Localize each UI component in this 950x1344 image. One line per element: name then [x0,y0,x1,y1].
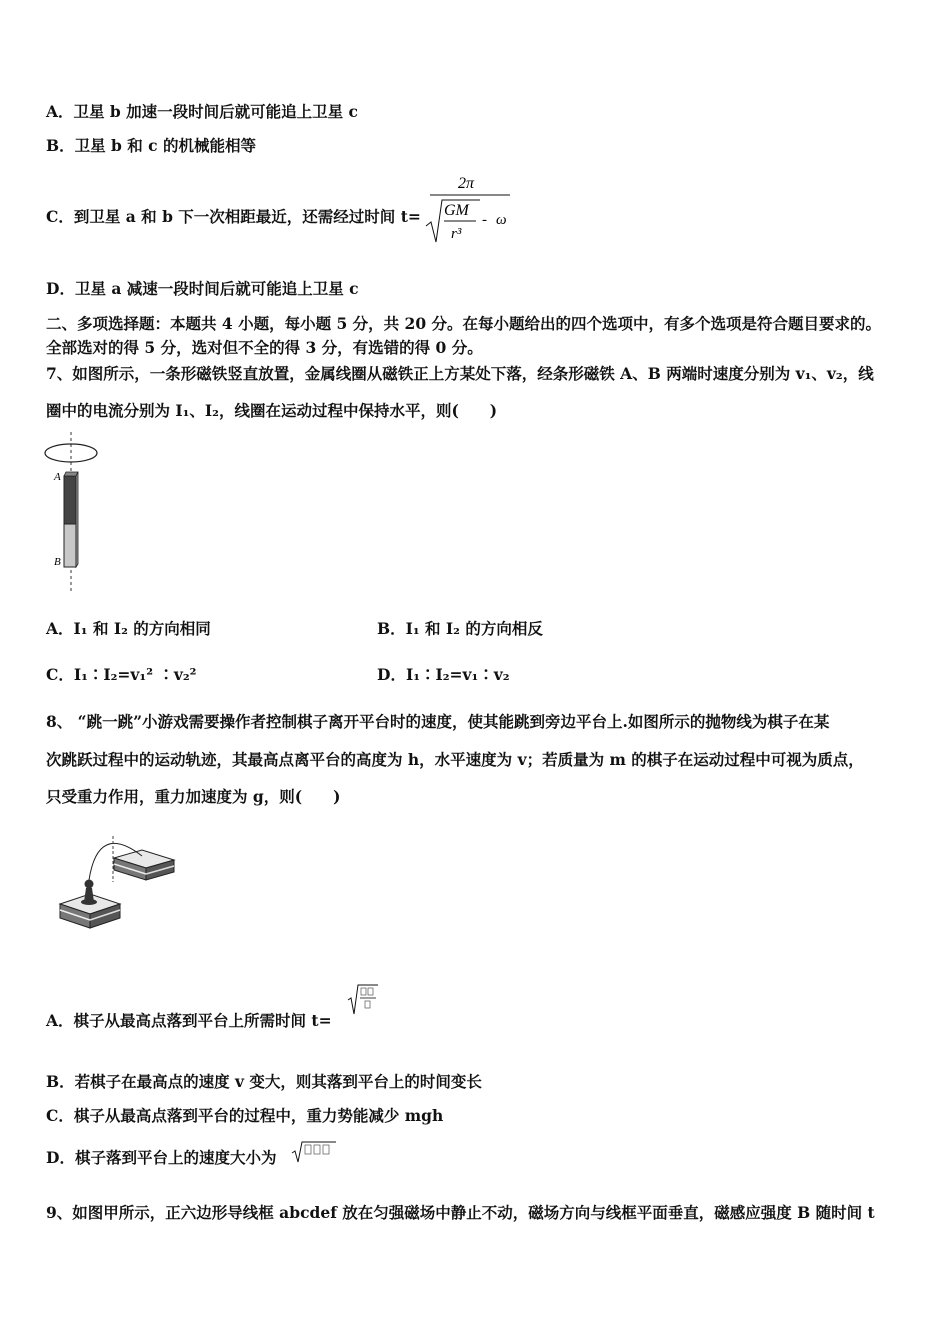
q8-line1: 8、 “跳一跳”小游戏需要操作者控制棋子离开平台时的速度，使其能跳到旁边平台上.如图所示的抛物线为棋子在某 [46,712,830,731]
q6-option-a: A．卫星 b 加速一段时间后就可能追上卫星 c [46,102,358,121]
q6-option-c: C．到卫星 a 和 b 下一次相距最近，还需经过时间 t= [46,207,421,226]
q8-line2: 次跳跃过程中的运动轨迹，其最高点离平台的高度为 h，水平速度为 v；若质量为 m 的棋子在运动过程中可视为质点， [46,750,864,769]
q6-option-b: B．卫星 b 和 c 的机械能相等 [46,136,256,155]
q8-option-d-root-symbol [290,1140,338,1166]
q7-line2: 圈中的电流分别为 I₁、I₂，线圈在运动过程中保持水平，则( ) [46,401,498,420]
section2-line2: 全部选对的得 5 分，选对但不全的得 3 分，有选错的得 0 分。 [46,338,483,357]
section2-line1: 二、多项选择题：本题共 4 小题，每小题 5 分，共 20 分。在每小题给出的四个选项中，有多个选项是符合题目要求的。 [46,314,882,333]
formula-numerator: 2π [458,175,475,192]
q8-jump-game-figure [56,830,181,935]
q9-line1: 9、如图甲所示，正六边形导线框 abcdef 放在匀强磁场中静止不动，磁场方向与线框平面垂直，磁感应强度 B 随时间 t [46,1203,875,1222]
formula-r3: r³ [451,226,462,242]
q6-option-d: D．卫星 a 减速一段时间后就可能追上卫星 c [46,279,359,298]
formula-minus: - [482,212,487,228]
q7-option-b: B．I₁ 和 I₂ 的方向相反 [377,619,543,638]
q6-option-c-formula [422,168,522,250]
q8-option-b: B．若棋子在最高点的速度 v 变大，则其落到平台上的时间变长 [46,1072,482,1091]
magnet-label-b: B [54,556,61,568]
q8-option-a-root-symbol [346,982,382,1018]
q7-option-d: D．I₁∶I₂=v₁∶v₂ [377,665,510,684]
formula-omega: ω [496,212,507,228]
q7-line1: 7、如图所示，一条形磁铁竖直放置，金属线圈从磁铁正上方某处下落，经条形磁铁 A、B 两端时速度分别为 v₁、v₂，线 [46,364,874,383]
q7-magnet-figure [40,432,110,597]
magnet-label-a: A [54,471,61,483]
q8-option-a: A．棋子从最高点落到平台上所需时间 t= [46,1011,332,1030]
q7-option-a: A．I₁ 和 I₂ 的方向相同 [46,619,211,638]
q8-line3: 只受重力作用，重力加速度为 g，则( ) [46,787,341,806]
formula-gm: GM [444,202,469,219]
q8-option-c: C．棋子从最高点落到平台的过程中，重力势能减少 mgh [46,1106,444,1125]
q8-option-d: D．棋子落到平台上的速度大小为 [46,1148,277,1167]
q7-option-c: C．I₁∶I₂=v₁² ∶v₂² [46,665,197,684]
